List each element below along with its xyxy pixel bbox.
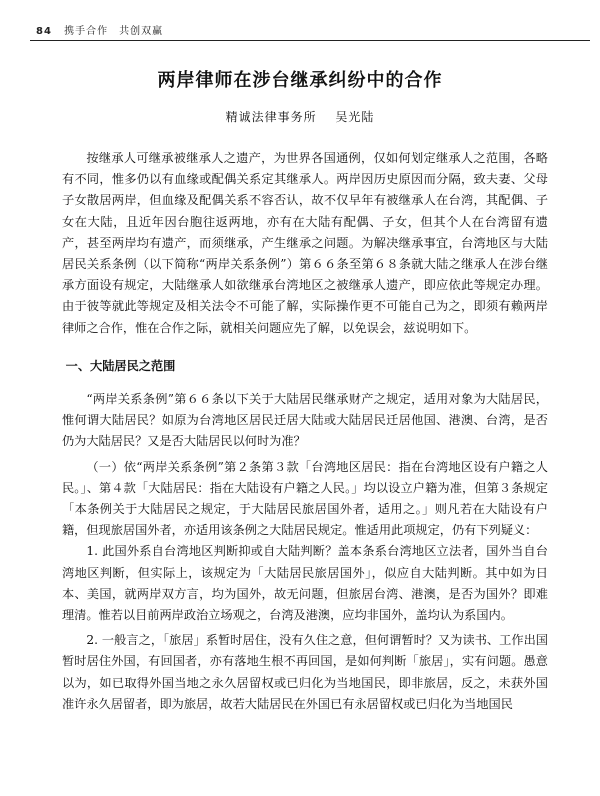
section-heading: 一、大陆居民之范围 xyxy=(65,358,176,373)
section-paragraph: 1. 此国外系自台湾地区判断抑或自大陆判断？盖本条系台湾地区立法者，国外当自台湾地区判断，但实际上，该规定为「大陆居民旅居国外」，似应自大陆判断。其中如为日本、美国，就两岸双方言，均为国外，故无问题，但旅居台湾、港澳，是否为国外？即难理清。惟若以目前两岸政治立场观之，台湾及港澳，应均非国外，盖均认为系国内。 xyxy=(62,544,548,623)
running-section-title: 携手合作 共创双赢 xyxy=(64,26,164,37)
header-rule xyxy=(30,40,590,41)
article-body xyxy=(62,148,548,715)
section-paragraph: （一）依“两岸关系条例”第２条第３款「台湾地区居民：指在台湾地区设有户籍之人民。」、第４款「大陆居民：指在大陆设有户籍之人民。」均以设立户籍为准，但第３条规定「本条例关于大陆居民之规定，于大陆居民旅居国外者，适用之。」则凡若在大陆设有户籍，但现旅居国外者，亦适用该条例之大陆居民规定。惟适用此项规定，仍有下列疑义： xyxy=(62,459,548,538)
intro-paragraph: 按继承人可继承被继承人之遗产，为世界各国通例，仅如何划定继承人之范围，各略有不同，惟多仍以有血缘或配偶关系定其继承人。两岸因历史原因而分隔，致夫妻、父母子女散居两岸，但血缘及配偶关系不容否认，故不仅早年有被继承人在台湾，其配偶、子女在大陆，且近年因台胞往返两地，亦有在大陆有配偶、子女，但其个人在台湾留有遗产，甚至两岸均有遗产，而须继承，产生继承之问题。为解决继承事宜，台湾地区与大陆居民关系条例（以下简称“两岸关系条例”）第６６条至第６８条就大陆之继承人在涉台继承方面设有规定，大陆继承人如欲继承台湾地区之被继承人遗产，即应依此等规定办理。由于彼等就此等规定及相关法令不可能了解，实际操作更不可能自己为之，即须有赖两岸律师之合作，惟在合作之际，就相关问题应先了解，以免误会，兹说明如下。 xyxy=(62,151,548,335)
running-header xyxy=(36,22,163,37)
section-paragraph: “两岸关系条例”第６６条以下关于大陆居民继承财产之规定，适用对象为大陆居民，惟何谓大陆居民？如原为台湾地区居民迁居大陆或大陆居民迁居他国、港澳、台湾，是否仍为大陆居民？又是否大陆居民以何时为准？ xyxy=(62,392,548,449)
page-number: 84 xyxy=(36,26,52,37)
author-name: 吴光陆 xyxy=(335,110,375,124)
author-organization: 精诚法律事务所 xyxy=(225,110,317,124)
author-line xyxy=(0,108,600,125)
article-title: 两岸律师在涉台继承纠纷中的合作 xyxy=(157,70,443,91)
section-paragraph: 2. 一般言之，「旅居」系暂时居住，没有久住之意，但何谓暂时？又为读书、工作出国暂时居住外国，有回国者，亦有落地生根不再回国，是如何判断「旅居」，实有问题。愚意以为，如已取得外国当地之永久居留权或已归化为当地国民，即非旅居，反之，未获外国准许永久居留者，即为旅居，故若大陆居民在外国已有永居留权或已归化为当地国民 xyxy=(62,633,548,711)
